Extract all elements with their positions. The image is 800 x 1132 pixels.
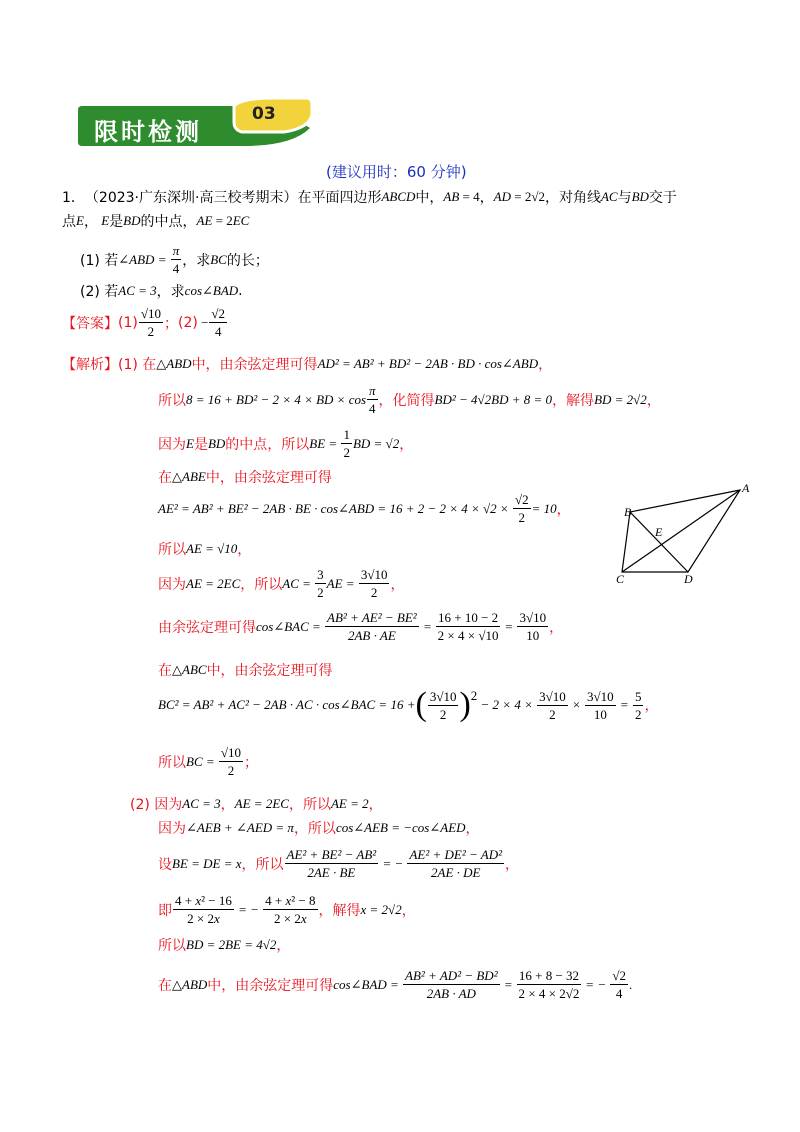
text: (2): [177, 314, 198, 331]
text: ，化简得: [378, 392, 435, 409]
text: (1) 若: [80, 252, 119, 269]
math: AE² = AB² + BE² − 2AB · BE · cos∠ABD = 16 + 2 − 2 × 4 × √2 ×: [158, 500, 512, 516]
answer-line: [62, 306, 228, 339]
math: =: [500, 976, 516, 992]
math: x = 2√2: [360, 901, 402, 917]
text: ，解得: [318, 902, 361, 919]
text: ，所以: [240, 576, 283, 593]
math: = −: [379, 855, 407, 871]
analysis-line-6: 所以 AE = √10 ，: [158, 541, 252, 558]
math: BD: [123, 213, 141, 228]
math: EC: [232, 213, 250, 228]
math: cos∠BAD: [184, 283, 239, 298]
math: ABCD: [381, 189, 416, 204]
text: ，所以: [293, 821, 336, 837]
fraction: $\frac{\text{AB² + AE² − BE²}}{2AB \cdot AE}$: [327, 610, 417, 643]
text: 是: [193, 436, 208, 453]
part2-line-2: 因为 ∠AEB + ∠AED = π ，所以 cos∠AEB = −cos∠AED ，: [158, 820, 480, 837]
part2-line-1: (2) 因为 AC = 3 ， AE = 2EC ，所以 AE = 2 ，: [130, 796, 383, 813]
math: AE =: [326, 575, 358, 591]
label-E: E: [655, 525, 663, 539]
math: (: [415, 686, 427, 723]
fraction: $\frac{\text{4 + x² − 8}}{2 \times 2x}$: [265, 893, 316, 926]
text: ，对角线: [544, 190, 601, 206]
fraction: $\frac{16 + 8 - 32}{2 \times 4 \times 2√2}$: [518, 968, 580, 1001]
analysis-line-11: 所以 BC = $\frac{√10}{2}$ ；: [158, 745, 259, 778]
math: AC = 3: [182, 796, 221, 811]
label-B: B: [624, 505, 632, 519]
math: = −: [582, 976, 610, 992]
text: (2) 若: [80, 284, 119, 300]
math: BD: [631, 189, 649, 204]
fraction: $\frac{√2}{4}$: [211, 306, 226, 339]
text: 因为: [158, 821, 186, 837]
math: AE = √10: [186, 541, 238, 556]
math: − 2 × 4 ×: [477, 697, 537, 712]
math: 8 = 16 + BD² − 2 × 4 × BD × cos: [186, 391, 367, 407]
label-C: C: [616, 572, 625, 586]
math: =: [501, 618, 517, 634]
text: 在: [158, 977, 172, 994]
math: BD² − 4√2BD + 8 = 0: [434, 391, 553, 407]
fraction: √10 2: [140, 306, 161, 339]
math: BC: [210, 251, 227, 267]
math: AD: [493, 189, 511, 204]
text: (1): [118, 314, 138, 331]
part2-line-5: 所以 BD = 2BE = 4√2 ，: [158, 937, 291, 954]
math: AC = 3: [118, 283, 157, 298]
fraction: $\frac{16 + 10 - 2}{2 \times 4 \times √10}$: [437, 610, 499, 643]
quadrilateral-figure: [608, 482, 758, 586]
math: AE = 2EC: [186, 575, 241, 591]
text: 因为: [158, 576, 186, 593]
fraction: $\frac{3}{2}$: [317, 567, 324, 600]
analysis-line-7: 因为 AE = 2EC ，所以 AC = $\frac{3}{2}$ AE = $\frac{3√10}{2}$ ，: [158, 567, 405, 600]
text: 点: [62, 214, 76, 230]
fraction: $\frac{√2}{4}$: [612, 968, 626, 1001]
analysis-line-10: BC² = AB² + AC² − 2AB · AC · cos∠BAC = 16 + ( 3√10 2 ) 2 − 2 × 4 × $\frac{3√10}{2}$ × $\frac{3√10}{10}$ = $\frac{5}{2}$ ，: [158, 686, 659, 723]
text: 的中点，: [140, 214, 197, 230]
math: ∠AEB + ∠AED = π: [186, 820, 294, 835]
math: AB: [443, 189, 460, 204]
text: 中，由余弦定理可得: [207, 977, 334, 994]
text: 所以: [158, 754, 186, 771]
math: △ABE: [172, 469, 206, 484]
analysis-label: 【解析】: [62, 357, 118, 373]
text: 在: [158, 663, 172, 679]
math: E: [186, 435, 194, 451]
fraction: $\frac{5}{2}$: [634, 688, 642, 722]
math: =: [419, 618, 435, 634]
text: ，求: [156, 284, 185, 300]
math: AE = 2EC: [234, 796, 289, 811]
analysis-line-4: [158, 467, 332, 487]
fraction: $\frac{\text{4 + x² − 16}}{2 \times 2x}$: [175, 893, 232, 926]
math: BD = 2BE = 4√2: [186, 937, 277, 952]
math: AE = 2: [330, 796, 369, 811]
math: =: [616, 697, 632, 712]
text: 在: [158, 470, 172, 486]
text: 中，: [415, 190, 444, 206]
part2-line-3: 设 BE = DE = x ，所以 $\frac{\text{AE² + BE² − AB²}}{2AE \cdot BE}$ = − $\frac{\text{AE² + DE² − AD²}}{2AE \cdot DE}$ ，: [158, 847, 520, 880]
math: E: [97, 213, 110, 228]
math: BC =: [186, 753, 218, 769]
text: 中，由余弦定理可得: [191, 357, 318, 373]
fraction: $\frac{\pi}{4}$: [172, 243, 180, 276]
math: BE = DE = x: [172, 855, 242, 871]
text: 是: [109, 214, 124, 230]
math: AE: [196, 213, 213, 228]
text: 所以: [158, 542, 186, 558]
fraction: $\frac{3√10}{10}$: [587, 688, 614, 722]
fraction: $\frac{3√10}{2}$: [539, 688, 566, 722]
text: 所以: [158, 938, 186, 954]
math: = 10: [531, 500, 557, 516]
banner-number: 03: [252, 104, 276, 124]
problem-line-2: [62, 211, 249, 231]
math: ×: [568, 697, 585, 712]
text: ，: [83, 214, 98, 230]
fraction: π 4: [369, 383, 376, 416]
text: 交于: [648, 190, 677, 206]
problem-source: （2023·广东深圳·高三校考期末）在平面四边形: [84, 190, 382, 206]
math: BD = 2√2: [594, 391, 647, 407]
text: (2) 因为: [130, 797, 183, 813]
text: 中，由余弦定理可得: [205, 470, 332, 486]
text: ，所以: [241, 856, 284, 873]
fraction: $\frac{\text{AE² + DE² − AD²}}{2AE \cdot DE}$: [409, 847, 503, 880]
fraction: $\frac{3√10}{10}$: [519, 610, 547, 643]
answer-label: 【答案】: [62, 315, 118, 332]
math: cos∠BAD =: [333, 976, 403, 992]
fraction: 3√10 2: [429, 688, 457, 722]
math: △ABD: [172, 976, 208, 992]
math: = 4: [459, 189, 480, 204]
question-1: [80, 243, 269, 276]
fraction: $\frac{3√10}{2}$: [360, 567, 388, 600]
analysis-line-2: 所以 8 = 16 + BD² − 2 × 4 × BD × cos π 4 ，化简得 BD² − 4√2BD + 8 = 0 ，解得 BD = 2√2 ，: [158, 383, 661, 416]
analysis-line-9: [158, 660, 333, 680]
math: ∠ABD =: [118, 251, 170, 267]
text: (1) 在: [118, 357, 157, 373]
text: 所以: [158, 392, 186, 409]
math: E: [76, 213, 84, 228]
text: ，: [479, 190, 494, 206]
math: cos∠BAC =: [256, 618, 325, 634]
text: .: [238, 283, 243, 299]
question-2: [80, 281, 243, 301]
analysis-line-3: 因为 E 是 BD 的中点，所以 BE = $\frac{1}{2}$ BD = √2 ，: [158, 427, 414, 460]
fraction: $\frac{1}{2}$: [343, 427, 350, 460]
math: AC: [600, 189, 618, 204]
text: 由余弦定理可得: [158, 619, 256, 636]
part2-line-4: 即 $\frac{\text{4 + x² − 16}}{2 \times 2x}$ = − $\frac{\text{4 + x² − 8}}{2 \times 2x}$ ，解得 x = 2√2 ，: [158, 893, 416, 926]
text: 即: [158, 902, 172, 919]
math: △ABD: [156, 356, 192, 371]
math: △ABC: [172, 662, 207, 677]
fraction: $\frac{√10}{2}$: [220, 745, 242, 778]
analysis-line-5: AE² = AB² + BE² − 2AB · BE · cos∠ABD = 16 + 2 − 2 × 4 × √2 × $\frac{√2}{2}$ = 10 ，: [158, 492, 571, 525]
fraction: $\frac{√2}{2}$: [514, 492, 529, 525]
text: 的中点，所以: [225, 436, 310, 453]
fraction: $\frac{\text{AB² + AD² − BD²}}{2AB \cdot AD}$: [405, 968, 498, 1001]
math: = 2√2: [510, 189, 545, 204]
math: AD² = AB² + BD² − 2AB · BD · cos∠ABD: [317, 356, 539, 371]
math: −: [197, 314, 209, 330]
math: = 2: [212, 213, 233, 228]
text: ，求: [182, 252, 211, 269]
part2-line-6: 在 △ABD 中，由余弦定理可得 cos∠BAD = $\frac{\text{AB² + AD² − BD²}}{2AB \cdot AD}$ = $\frac{16 + 8 - 32}{2 \times 4 \times 2√2}$ = − $\frac{√2}{4}$ .: [158, 968, 633, 1001]
math: ): [459, 686, 471, 723]
analysis-line-1: 【解析】 (1) 在 △ABD 中，由余弦定理可得 AD² = AB² + BD² − 2AB · BD · cos∠ABD ，: [62, 356, 553, 373]
label-D: D: [684, 572, 693, 586]
math: BE =: [309, 435, 341, 451]
fraction: $\frac{\text{AE² + BE² − AB²}}{2AE \cdot BE}$: [286, 847, 377, 880]
math: BD: [207, 435, 226, 451]
text: 与: [617, 190, 632, 206]
problem-line-1: [62, 187, 677, 207]
math: AC =: [282, 575, 315, 591]
text: ，解得: [552, 392, 595, 409]
figure-svg: [608, 482, 758, 586]
math: BC² = AB² + AC² − 2AB · AC · cos∠BAC = 16 +: [158, 697, 416, 712]
problem-number: 1．: [62, 190, 85, 206]
math: BD = √2: [352, 435, 400, 451]
text: 的长；: [226, 252, 269, 269]
text: 设: [158, 856, 172, 873]
label-A: A: [742, 482, 750, 495]
section-banner: [74, 98, 314, 148]
time-note: (建议用时：60 分钟): [326, 163, 467, 181]
banner-title: 限时检测: [94, 118, 202, 146]
text: 中，由余弦定理可得: [206, 663, 333, 679]
math: cos∠AEB = −cos∠AED: [335, 820, 466, 835]
math: = −: [234, 901, 263, 917]
analysis-line-8: 由余弦定理可得 cos∠BAC = $\frac{\text{AB² + AE² − BE²}}{2AB \cdot AE}$ = $\frac{16 + 10 - 2}{2 \times 4 \times √10}$ = $\frac{3√10}{10}$ ，: [158, 610, 564, 643]
text: ；: [163, 315, 178, 332]
text: 因为: [158, 436, 186, 453]
text: ，所以: [288, 797, 331, 813]
